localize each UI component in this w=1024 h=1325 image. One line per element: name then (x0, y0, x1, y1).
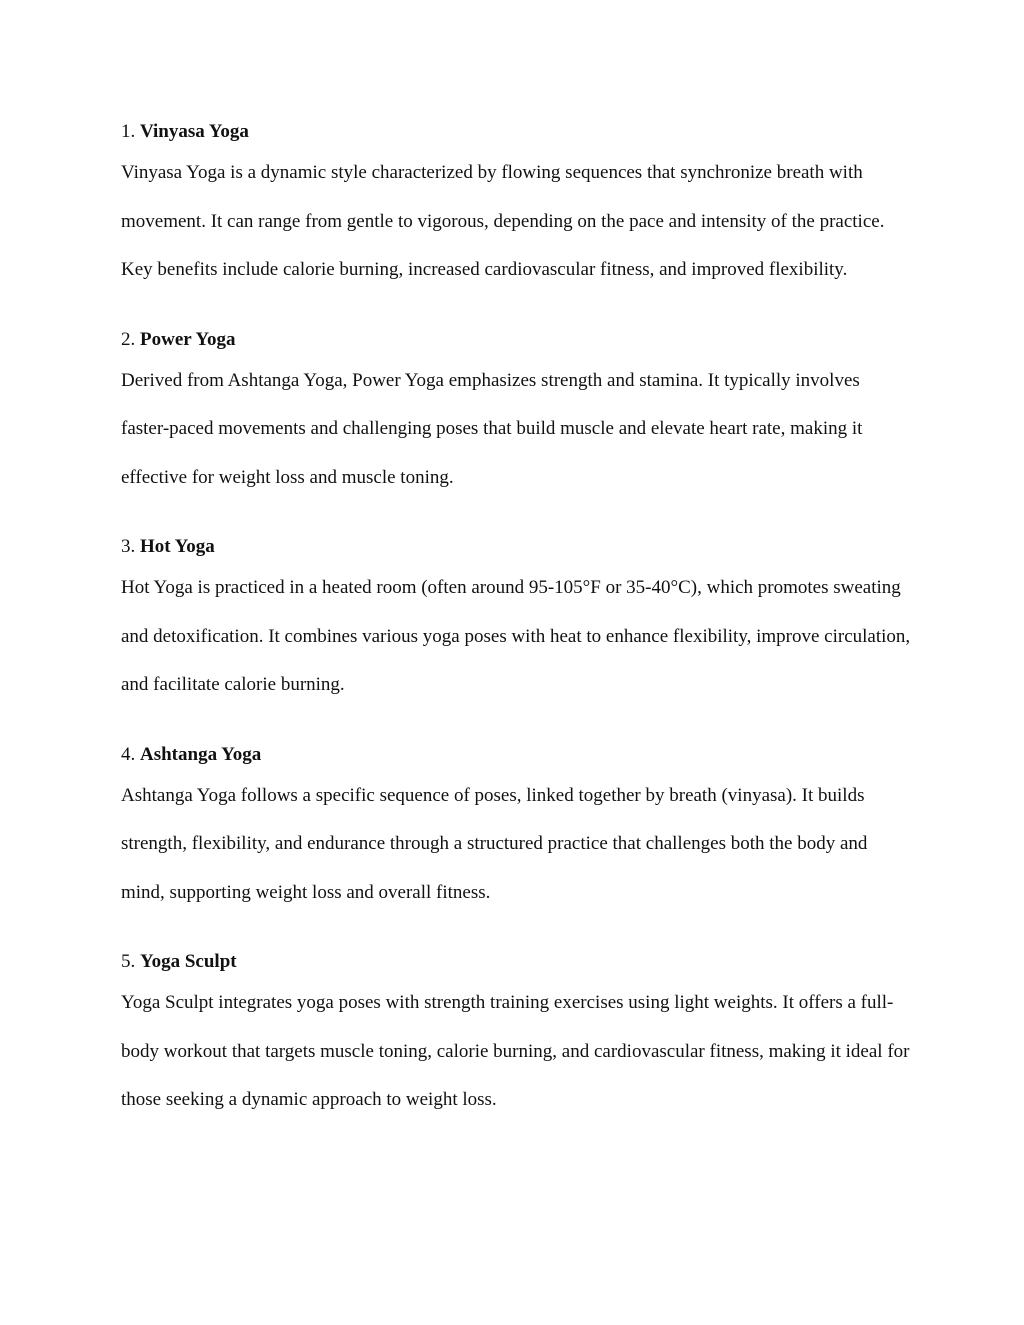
section-number: 4. (121, 743, 136, 765)
section-title: Ashtanga Yoga (140, 743, 262, 765)
section-number: 1. (121, 121, 136, 142)
section-heading (121, 948, 911, 976)
section-number: 2. (121, 328, 136, 350)
section-title: Yoga Sculpt (140, 951, 237, 972)
section-body: Hot Yoga is practiced in a heated room (often around 95-105°F or 35-40°C), which promotes sweating and detoxification. It combines various yoga poses with heat to enhance flexibility, improve circulation, and facilitate calorie burning. (121, 577, 911, 695)
document-page (121, 118, 911, 1156)
section-body: Ashtanga Yoga follows a specific sequence of poses, linked together by breath (vinyasa). It builds strength, flexibility, and endurance through a structured practice that challenges both the body and mind, supporting weight loss and overall fitness. (121, 784, 868, 903)
section-body: Derived from Ashtanga Yoga, Power Yoga emphasizes strength and stamina. It typically involves faster-paced movements and challenging poses that build muscle and elevate heart rate, making it effective for weight loss and muscle toning. (121, 369, 863, 488)
section-number: 5. (121, 951, 136, 972)
section-vinyasa-yoga (121, 118, 911, 302)
section-heading (121, 533, 911, 561)
section-power-yoga (121, 326, 911, 510)
section-heading (121, 326, 911, 354)
section-yoga-sculpt (121, 948, 911, 1132)
section-hot-yoga (121, 533, 911, 717)
section-ashtanga-yoga (121, 741, 911, 925)
section-body: Vinyasa Yoga is a dynamic style characterized by flowing sequences that synchronize breath with movement. It can range from gentle to vigorous, depending on the pace and intensity of the practice. Key benefits include calorie burning, increased cardiovascular fitness, and improved flexibility. (121, 162, 885, 280)
section-number: 3. (121, 536, 136, 557)
section-title: Vinyasa Yoga (140, 121, 249, 142)
section-heading (121, 118, 911, 146)
section-body: Yoga Sculpt integrates yoga poses with strength training exercises using light weights. It offers a full-body workout that targets muscle toning, calorie burning, and cardiovascular fitness, making it ideal for those seeking a dynamic approach to weight loss. (121, 992, 910, 1110)
section-title: Power Yoga (140, 328, 236, 350)
section-heading (121, 741, 911, 769)
section-title: Hot Yoga (140, 536, 215, 557)
